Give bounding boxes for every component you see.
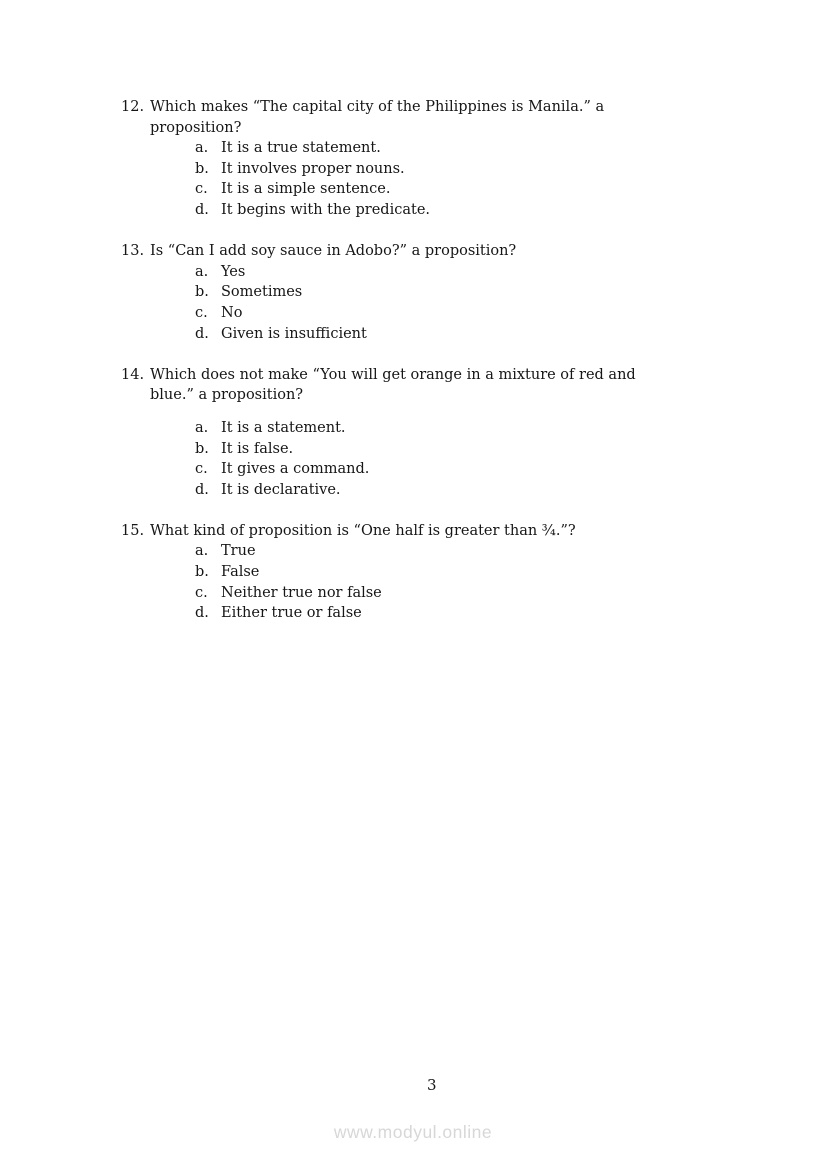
option-b xyxy=(195,282,721,303)
options-list xyxy=(195,418,721,500)
option-letter: b. xyxy=(195,440,209,457)
question-12 xyxy=(121,97,721,221)
option-text: Either true or false xyxy=(221,605,362,622)
option-letter: c. xyxy=(195,304,208,321)
option-b xyxy=(195,159,721,180)
option-c xyxy=(195,179,721,200)
question-text xyxy=(150,97,721,138)
question-number: 12. xyxy=(121,99,145,115)
option-text: It is a statement. xyxy=(221,419,346,436)
option-a xyxy=(195,138,721,159)
option-letter: b. xyxy=(195,284,209,301)
option-letter: a. xyxy=(195,140,209,157)
question-text xyxy=(150,521,721,542)
question-line: blue.” a proposition? xyxy=(150,387,304,404)
question-text xyxy=(150,365,721,406)
question-number: 14. xyxy=(121,366,145,383)
question-number: 15. xyxy=(121,522,145,539)
option-letter: a. xyxy=(195,263,209,280)
option-text: It gives a command. xyxy=(221,461,370,478)
options-list xyxy=(195,138,721,220)
question-list xyxy=(121,97,721,644)
option-text: It is a simple sentence. xyxy=(221,181,391,198)
option-letter: d. xyxy=(195,325,209,342)
option-d xyxy=(195,480,721,501)
option-letter: d. xyxy=(195,201,209,218)
option-letter: a. xyxy=(195,543,209,560)
options-list xyxy=(195,541,721,623)
option-text: Neither true nor false xyxy=(221,584,382,601)
option-b xyxy=(195,562,721,583)
option-b xyxy=(195,439,721,460)
option-letter: b. xyxy=(195,564,209,581)
option-a xyxy=(195,541,721,562)
question-15 xyxy=(121,521,721,624)
question-14 xyxy=(121,365,721,501)
watermark: www.modyul.online xyxy=(333,1122,493,1142)
options-list xyxy=(195,262,721,344)
option-letter: d. xyxy=(195,605,209,622)
question-line: proposition? xyxy=(150,119,242,136)
option-text: Given is insufficient xyxy=(221,325,367,342)
question-number: 13. xyxy=(121,243,145,260)
option-c xyxy=(195,459,721,480)
question-line: Is “Can I add soy sauce in Adobo?” a proposition? xyxy=(150,243,517,260)
option-c xyxy=(195,303,721,324)
option-text: True xyxy=(221,543,256,560)
option-a xyxy=(195,418,721,439)
question-13 xyxy=(121,241,721,344)
option-letter: b. xyxy=(195,160,209,177)
option-c xyxy=(195,583,721,604)
option-a xyxy=(195,262,721,283)
question-line: What kind of proposition is “One half is greater than ¾.”? xyxy=(150,522,576,539)
option-text: No xyxy=(221,304,243,321)
option-text: Yes xyxy=(221,263,246,280)
option-text: False xyxy=(221,564,260,581)
option-text: It involves proper nouns. xyxy=(221,160,405,177)
option-text: Sometimes xyxy=(221,284,303,301)
option-letter: c. xyxy=(195,584,208,601)
option-letter: a. xyxy=(195,419,209,436)
question-line: Which makes “The capital city of the Philippines is Manila.” a xyxy=(150,99,605,115)
option-text: It is false. xyxy=(221,440,294,457)
option-letter: c. xyxy=(195,181,208,198)
option-d xyxy=(195,603,721,624)
option-text: It begins with the predicate. xyxy=(221,201,431,218)
option-letter: d. xyxy=(195,481,209,498)
option-text: It is declarative. xyxy=(221,481,341,498)
option-text: It is a true statement. xyxy=(221,140,381,157)
option-d xyxy=(195,324,721,345)
option-letter: c. xyxy=(195,461,208,478)
question-text xyxy=(150,241,721,262)
page-number: 3 xyxy=(427,1076,437,1094)
question-line: Which does not make “You will get orange in a mixture of red and xyxy=(150,366,636,383)
option-d xyxy=(195,200,721,221)
